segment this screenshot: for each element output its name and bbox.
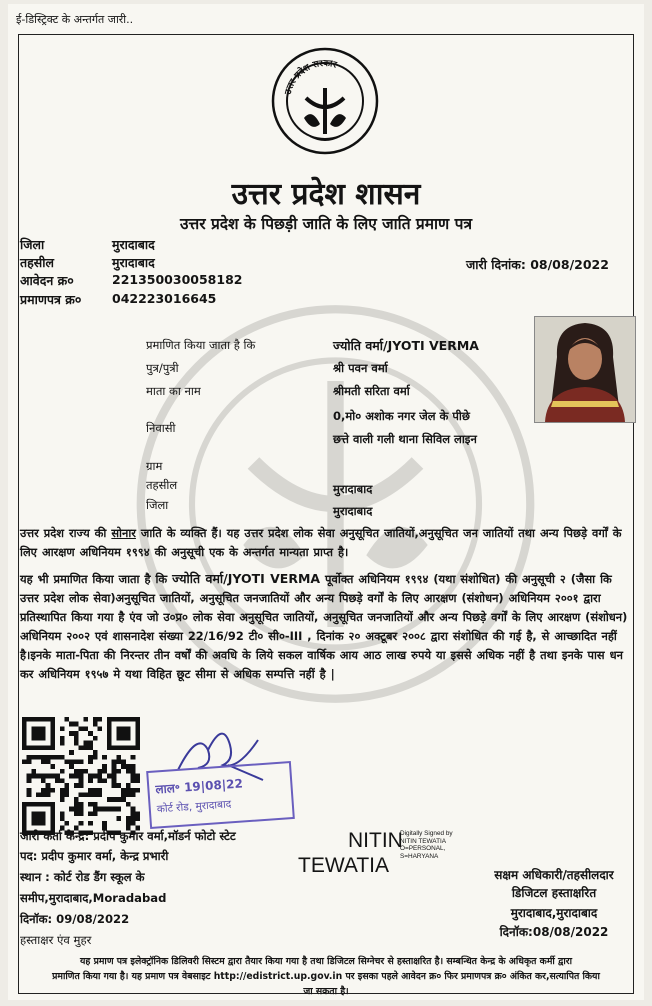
cert-applicant-name: ज्योति वर्मा/JYOTI VERMA [172,571,321,586]
authority-place: मुरादाबाद,मुरादाबाद [510,906,598,920]
center-stamp [146,761,295,829]
footer-note [20,954,632,999]
footer-line3: जा सकता है। [303,986,349,997]
application-number: 221350030058182 [112,272,243,287]
emblem-text: उत्तर प्रदेश सरकार [283,58,338,96]
authority-date: दिनॉक:08/08/2022 [499,925,609,939]
stamp-line2: कोर्ट रोड, मुरादाबाद [156,798,232,816]
mother-name: श्रीमती सरिता वर्मा [333,384,410,398]
mother-label: माता का नाम [146,384,201,398]
issued-under-note: ई-डिस्ट्रिक्ट के अन्तर्गत जारी.. [16,13,134,26]
detail-tehsil-value: मुरादाबाद [333,482,373,496]
footer-line2: प्रमाणित किया गया है। यह प्रमाण पत्र वेबसाइट http://edistrict.up.gov.in पर इसका पहले आवेदन क्र० फिर प्रमाणपत्र क्र० अंकित कर,सत्यापित किया [52,971,600,982]
issuer-date: दिनॉक: 09/08/2022 [20,912,130,926]
stamp-line1: लाल॰ 19|08|22 [154,776,244,797]
certificate-title: उत्तर प्रदेश के पिछड़ी जाति के लिए जाति प्रमाण पत्र [180,215,472,233]
authority-digital-sign: डिजिटल हस्ताक्षरित [511,886,597,900]
issuer-post: पद: प्रदीप कुमार वर्मा, केन्द्र प्रभारी [20,849,169,863]
address-line1: 0,मो० अशोक नगर जेल के पीछे [333,409,470,423]
govt-title: उत्तर प्रदेश शासन [231,177,421,212]
caste-paragraph [20,524,628,562]
issuer-place-line2: समीप,मुरादाबाद,Moradabad [20,891,167,905]
caste-text-after: जाति के व्यक्ति हैं। यह उत्तर प्रदेश लोक सेवा अनुसूचित जातियों,अनुसूचित जन जातियों तथा अन्य पिछड़े वर्गों के लिए आरक्षण अधिनियम १९९४ की अनुसूची एक के अन्तर्गत मान्यता प्राप्त है। [20,526,622,559]
certificate-number-label: प्रमाणपत्र क्र० [20,292,82,307]
certificate-number: 042223016645 [112,291,217,306]
district-value: मुरादाबाद [112,237,155,252]
village-label: ग्राम [146,459,163,473]
resident-label: निवासी [146,421,176,435]
address-line2: छत्ते वाली गली थाना सिविल लाइन [333,432,477,446]
person-photo-icon [535,317,635,422]
issuing-center: जारी कर्ता केन्द्र: प्रदीप कुमार वर्मा,मॉडर्न फोटो स्टेट [20,829,236,843]
caste-text-before: उत्तर प्रदेश राज्य की [20,526,112,540]
father-name: श्री पवन वर्मा [333,361,388,375]
sig-info-3: O=PERSONAL, [400,845,446,853]
detail-district-label: जिला [146,498,169,512]
cert-text-after: पूर्वोक्त अधिनियम १९९४ (यथा संशोधित) की अनुसूची २ (जैसा कि उत्तर प्रदेश लोक सेवा)अनुसूचित जातियों, अनुसूचित जनजातियों और अन्य पिछड़े वर्गों के लिए आरक्षण (संशोधन) अधिनियम २००१ द्वारा प्रतिस्थापित किया गया है एंव जो उ०प्र० लोक सेवा अनुसूचित जातियों, अनुसूचित जनजातियों और अन्य पिछड़े वर्गों के लिए आरक्षण (संशोधन) अधिनियम २००२ एवं शासनादेश संख्या 22/16/92 टी० सी०-III , दिनांक २० अक्टूबर २००८ द्वारा संशोधित की गई है, से आच्छादित नहीं है।इनके माता-पिता की निरन्तर तीन वर्षों की अवधि के लिये सकल वार्षिक आय आठ लाख रुपये या इससे अधिक नहीं है तथा इनके पास धन कर अधिनियम १९५७ मे यथा विहित छूट सीमा से अधिक सम्पत्ति नहीं है | [20,572,628,681]
up-govt-emblem-icon [270,46,380,156]
signer-last-name: TEWATIA [298,854,389,877]
tehsil-value: मुरादाबाद [112,255,155,270]
relation-label: पुत्र/पुत्री [146,361,179,375]
certification-paragraph [20,569,628,684]
authority-title: सक्षम अधिकारी/तहसीलदार [494,868,614,882]
issuer-place-line1: स्थान : कोर्ट रोड डैंग स्कूल के [20,870,145,884]
certified-label: प्रमाणित किया जाता है कि [146,338,256,352]
detail-district-value: मुरादाबाद [333,504,373,518]
sig-info-2: NITIN TEWATIA [400,837,447,845]
signer-first-name: NITIN [348,829,403,852]
qr-code-icon[interactable] [22,717,140,835]
detail-tehsil-label: तहसील [146,478,178,492]
applicant-name: ज्योति वर्मा/JYOTI VERMA [333,338,479,353]
svg-text:उत्तर प्रदेश सरकार [283,59,338,97]
tehsil-label: तहसील [20,255,54,270]
issue-date: जारी दिनांक: 08/08/2022 [466,257,609,272]
footer-line1: यह प्रमाण पत्र इलेक्ट्रॉनिक डिलिवरी सिस्टम द्वारा तैयार किया गया है तथा डिजिटल सिग्नेचर से हस्ताक्षरित है। सम्बन्धित केन्द्र के अधिकृत कर्मी द्वारा [80,956,572,967]
applicant-photo [534,316,636,423]
district-label: जिला [20,237,45,252]
caste-name: सोनार [111,526,136,540]
sign-and-seal: हस्ताक्षर एंव मुहर [20,933,92,947]
cert-text-before: यह भी प्रमाणित किया जाता है कि [20,572,173,586]
sig-info-4: S=HARYANA [400,852,439,860]
certificate-page [8,4,644,1000]
sig-info-1: Digitally Signed by [400,830,453,837]
application-label: आवेदन क्र० [20,273,74,288]
